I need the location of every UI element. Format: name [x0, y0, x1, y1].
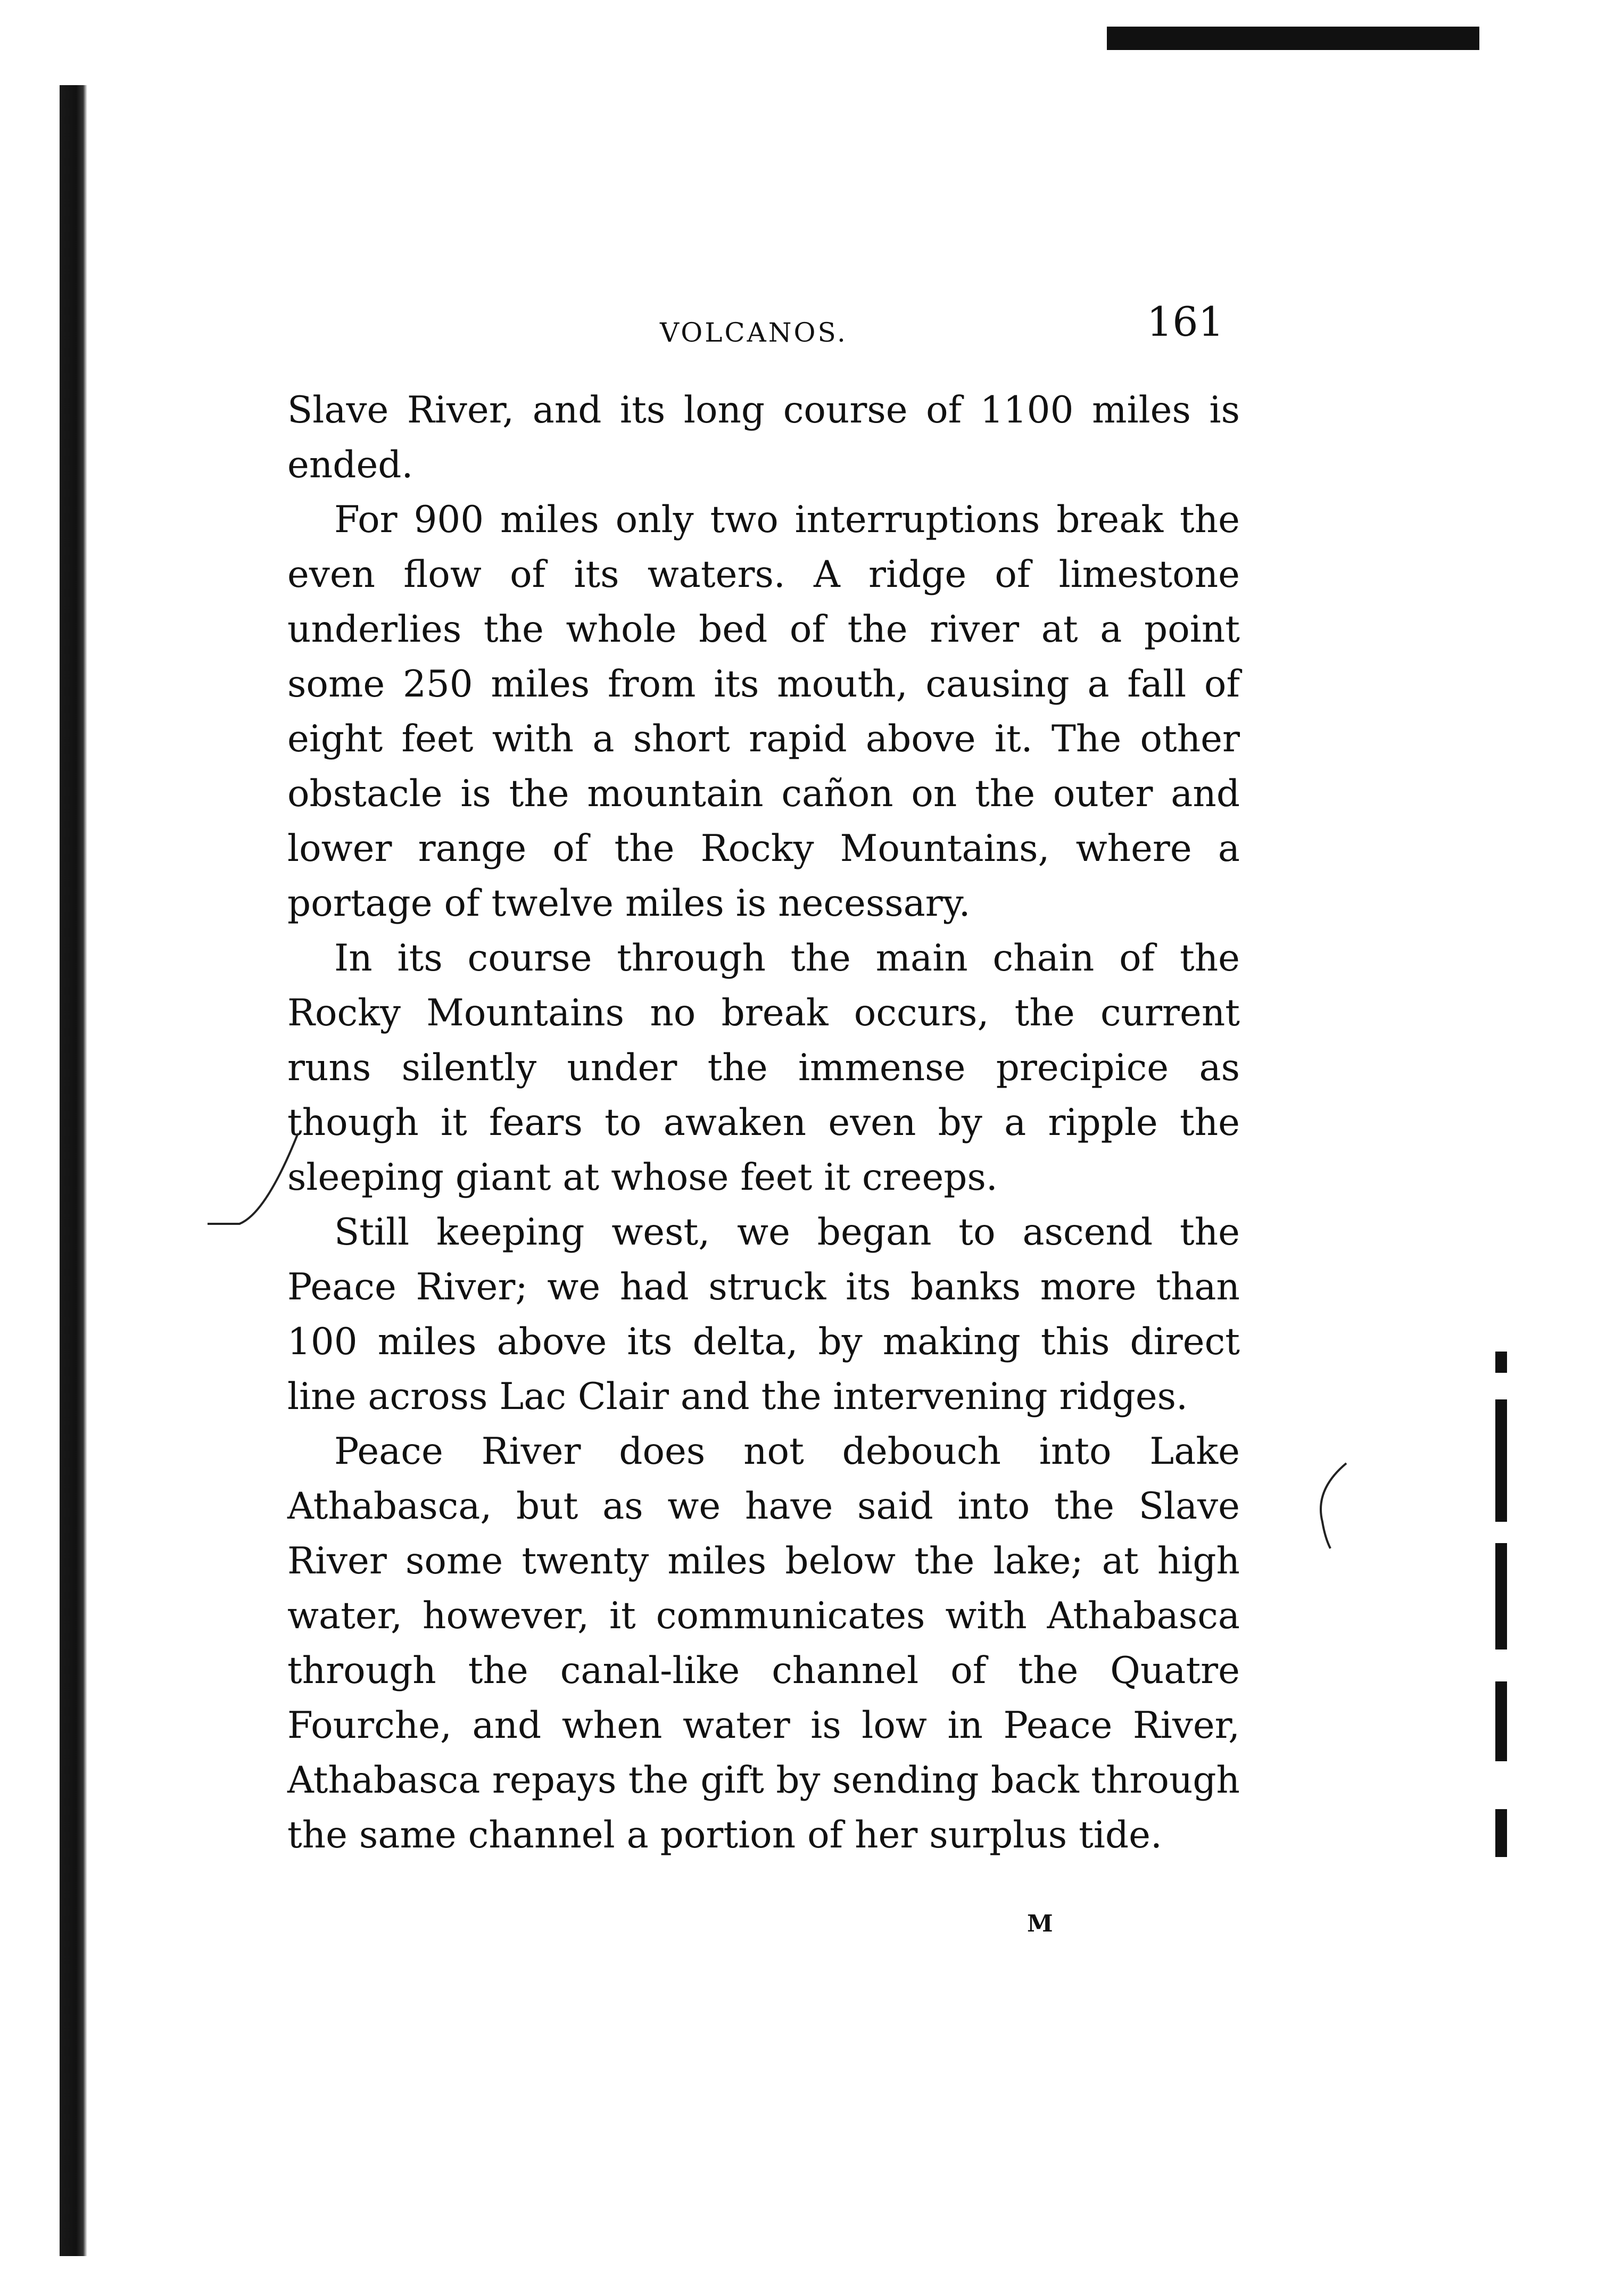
margin-scan-marks — [1495, 1352, 1509, 1857]
paragraph: In its course through the main chain of the Rocky Mountains no break occurs, the current runs silently under the immense precipice as though it fears to awaken even by a ripple the sleeping giant at whose feet it creeps. — [287, 937, 1240, 1199]
body-text — [287, 383, 1240, 1863]
binding-shadow — [60, 85, 87, 2256]
signature-mark: M — [1027, 1910, 1054, 1937]
paragraph: Peace River does not debouch into Lake Athabasca, but as we have said into the Slave River some twenty miles below the lake; at high water, however, it communicates with Athabasca through the canal-like channel of the Quatre Fourche, and when water is low in Peace River, Athabasca repays the gift by sending back through the same channel a portion of her surplus tide. — [287, 1430, 1240, 1856]
paragraph: For 900 miles only two interruptions break the even flow of its waters. A ridge of limestone underlies the whole bed of the river at a point some 250 miles from its mouth, causing a fall of eight feet with a short rapid above it. The other obstacle is the mountain cañon on the outer and lower range of the Rocky Mountains, where a portage of twelve miles is necessary. — [287, 499, 1240, 925]
pencil-annotation-mark — [208, 1123, 303, 1229]
running-title: VOLCANOS. — [660, 317, 848, 348]
scan-edge-bar — [1107, 27, 1479, 50]
paragraph-continuation: Slave River, and its long course of 1100 miles is ended. — [287, 389, 1240, 486]
pencil-bracket-mark — [1309, 1458, 1352, 1554]
page-number: 161 — [1146, 298, 1224, 345]
paragraph: Still keeping west, we began to ascend the Peace River; we had struck its banks more than 100 miles above its delta, by making this direct line across Lac Clair and the intervening ridges. — [287, 1211, 1240, 1418]
page-header — [660, 298, 1224, 362]
